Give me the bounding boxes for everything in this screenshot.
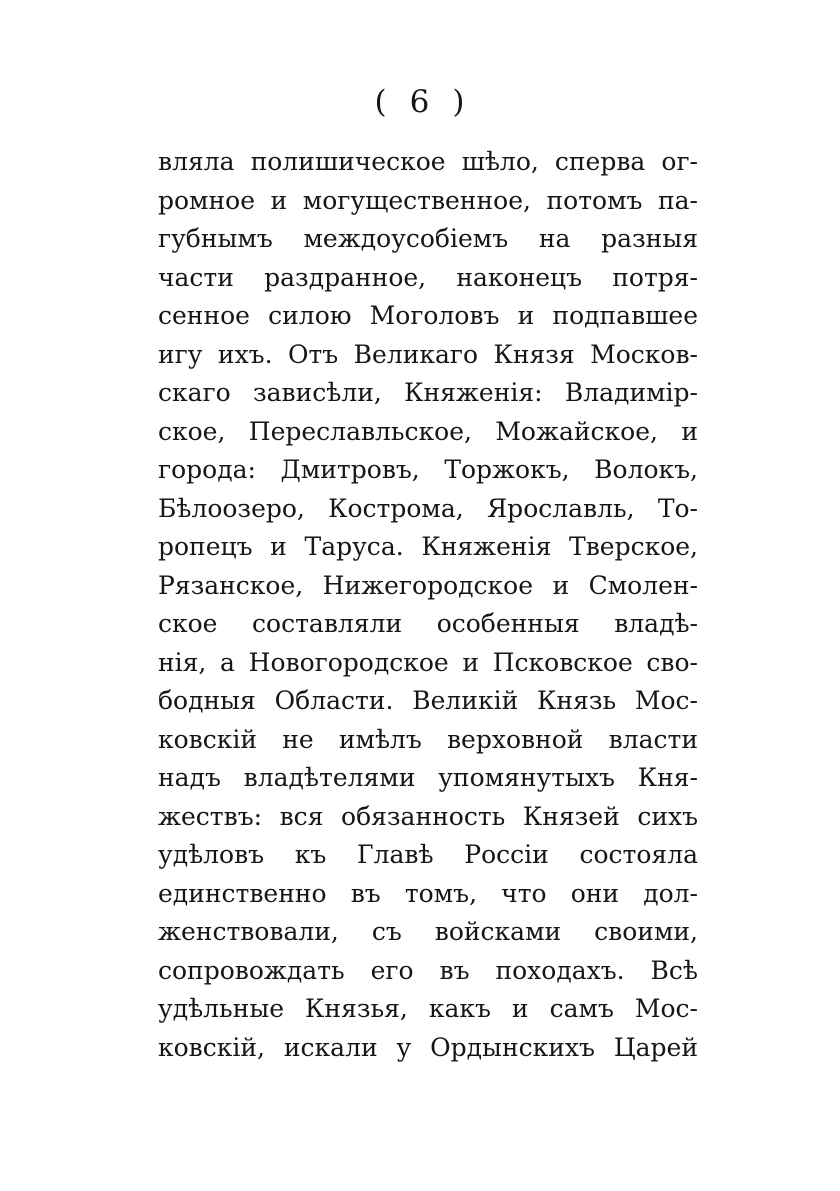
- text-line: нія, а Новогородское и Псковское сво-: [158, 647, 698, 677]
- text-line: части раздранное, наконецъ потря-: [158, 262, 698, 292]
- text-line: сенное силою Моголовъ и подпавшее: [158, 301, 698, 330]
- text-line: ропецъ и Таруса. Княженія Тверское,: [158, 532, 698, 561]
- text-line: надъ владѣтелями упомянутыхъ Кня-: [158, 763, 698, 792]
- text-line: игу ихъ. Отъ Великаго Князя Москов-: [158, 339, 698, 369]
- text-line: жествъ: вся обязанность Князей сихъ: [158, 801, 698, 831]
- text-line: ковскій не имѣлъ верховной власти: [158, 724, 698, 754]
- text-line: удѣловъ къ Главѣ Россіи состояла: [158, 840, 698, 869]
- text-line: города: Дмитровъ, Торжокъ, Волокъ,: [158, 455, 698, 484]
- text-line: удѣльные Князья, какъ и самъ Мос-: [158, 994, 698, 1023]
- text-line: скаго зависѣли, Княженія: Владимір-: [158, 378, 698, 407]
- text-line: бодныя Области. Великій Князь Мос-: [158, 686, 698, 715]
- text-line: ромное и могущественное, потомъ па-: [158, 185, 698, 215]
- text-line: Рязанское, Нижегородское и Смолен-: [158, 570, 698, 600]
- page-number-value: 6: [409, 84, 431, 120]
- text-line: ское составляли особенныя владѣ-: [158, 609, 698, 638]
- text-line: ковскій, искали у Ордынскихъ Царей: [158, 1032, 698, 1062]
- page-number-open-paren: (: [374, 84, 388, 120]
- text-line: вляла полишическое шѣло, сперва ог-: [158, 147, 698, 176]
- text-line: женствовали, съ войсками своими,: [158, 917, 698, 946]
- text-line: ское, Переславльское, Можайское, и: [158, 416, 698, 446]
- body-text: [158, 143, 698, 1067]
- page-number: [0, 82, 840, 122]
- page-number-close-paren: ): [452, 84, 466, 120]
- text-line: губнымъ междоусобіемъ на разныя: [158, 224, 698, 253]
- text-line: сопровождать его въ походахъ. Всѣ: [158, 955, 698, 985]
- text-line: Бѣлоозеро, Кострома, Ярославль, То-: [158, 493, 698, 523]
- text-line: единственно въ томъ, что они дол-: [158, 878, 698, 908]
